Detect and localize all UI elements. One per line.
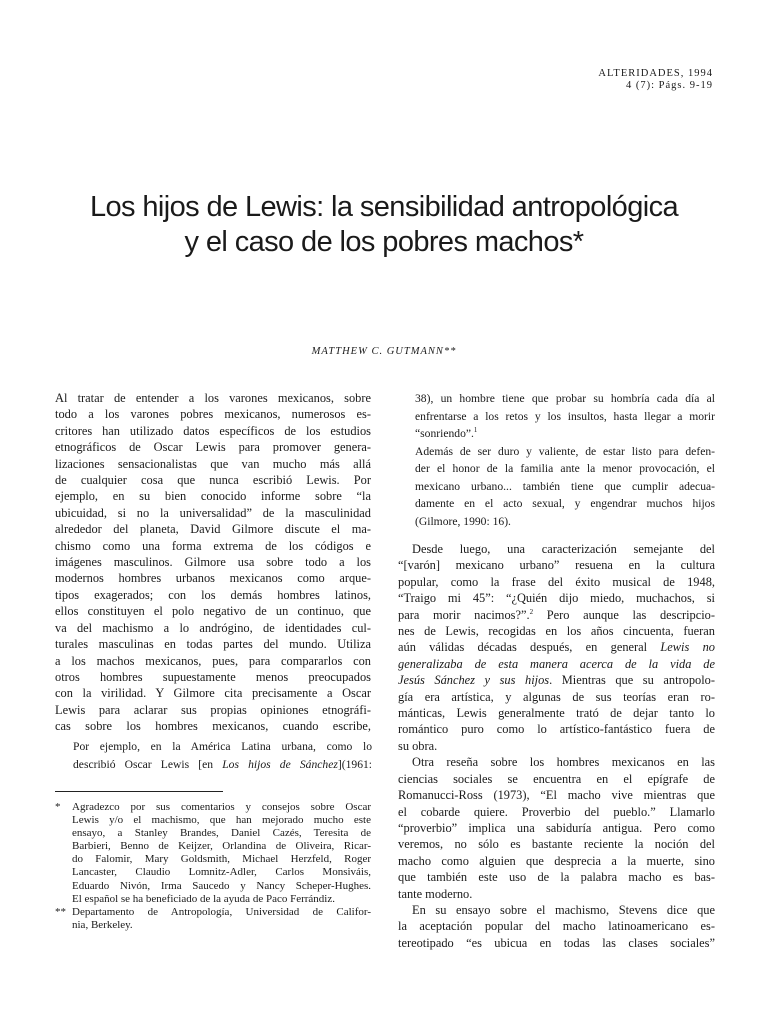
footnote-line: El español se ha beneficiado de la ayuda de Paco Ferrándiz. <box>72 892 335 905</box>
text-line: lizaciones sensacionalistas que van mucho más allá <box>55 456 371 471</box>
footnote-line: Lancaster, Claudio Lomnitz-Adler, Carlos Monsiváis, <box>72 866 371 879</box>
text-line <box>398 639 715 655</box>
paragraph-spacer <box>398 530 715 541</box>
text-line: el cobarde quiere. Proverbio del pueblo.” Llamarlo <box>398 804 715 819</box>
book-title: Los hijos de Sánchez <box>222 757 338 771</box>
quote-line <box>73 756 372 774</box>
article-title <box>0 190 768 260</box>
text-line: nes de Lewis, recogidas en los años cincuenta, fueran <box>398 624 715 639</box>
text-line: popular, como la frase del éxito musical de 1948, <box>398 574 715 589</box>
footnote-line: Agradezco por sus comentarios y consejos sobre Oscar <box>72 801 371 813</box>
text-line: a los machos mexicanos, pues, para compararlos con <box>55 653 371 668</box>
text-line: todo a los varones pobres mexicanos, numerosos es- <box>55 407 371 422</box>
text-line: cas sobre los hombres mexicanos, cuando escribe, <box>55 719 371 734</box>
text-line: va del machismo a lo andrógino, de identidades cul- <box>55 620 371 635</box>
quote-text: ](1961: <box>337 757 373 771</box>
quote-line: 38), un hombre tiene que probar su hombría cada día al <box>415 392 715 405</box>
text-line: gía era artística, y algunas de sus teorías eran ro- <box>398 689 715 704</box>
text-line: chismo como una forma extrema de los códigos e <box>55 538 371 553</box>
text-line: critores han utilizado datos específicos de los estudios <box>55 423 371 438</box>
text-line: turales masculinas en todas partes del mundo. Utiliza <box>55 637 371 652</box>
footnote-divider <box>55 791 223 792</box>
text-span: . Mientras que su antropolo- <box>549 673 715 688</box>
body-paragraph <box>55 390 371 735</box>
quote-text: “sonriendo”. <box>415 427 474 440</box>
text-line: tipos exagerados; con los demás hombres latinos, <box>55 587 371 602</box>
body-paragraph <box>398 754 715 902</box>
text-line: etnográficos de Oscar Lewis para promover genera- <box>55 440 371 455</box>
body-paragraph <box>398 541 715 754</box>
text-line: tereotipado “es ubicua en todas las clases sociales” <box>398 935 715 950</box>
journal-name: ALTERIDADES, 1994 <box>598 68 713 79</box>
text-line: Romanucci-Ross (1973), “El macho vive mientras que <box>398 788 715 803</box>
quote-line: (Gilmore, 1990: 16). <box>415 514 511 528</box>
author-name: MATTHEW C. GUTMANN** <box>311 346 457 357</box>
text-line: imágenes masculinos. Gilmore usa sobre todo a los <box>55 555 371 570</box>
text-line: ejemplo, en su bien conocido informe sobre “la <box>55 489 371 504</box>
footnote-marker: * <box>55 801 61 813</box>
footnote-marker: ** <box>55 905 66 918</box>
quote-line: der el honor de la familia ante la menor provocación, el <box>415 462 715 475</box>
footnote-text <box>72 906 371 932</box>
quote-line: damente en el acto sexual, y engendrar muchos hijos <box>415 497 715 510</box>
footnotes <box>55 801 371 932</box>
footnote-line: Departamento de Antropología, Universidad de Califor- <box>72 905 371 918</box>
text-line: mánticas, Lewis generalmente trató de dejar tanto lo <box>398 706 715 721</box>
footnote-line: ensayo, a Stanley Brandes, Daniel Cazés, Teresita de <box>72 827 371 840</box>
text-span: para morir nacimos?”. <box>398 607 530 622</box>
text-line: veremos, no sólo es bastante reciente la noción del <box>398 837 715 852</box>
quote-line: enfrentarse a los retos y los insultos, hasta llegar a morir <box>415 409 715 423</box>
quote-line <box>415 425 715 443</box>
text-line: la aceptación popular del macho latinoamericano es- <box>398 919 715 934</box>
text-line: de cualquier cosa que nunca escribió Lewis. Por <box>55 473 371 488</box>
block-quote <box>73 738 372 773</box>
text-line: ubicuidad, si no la universalidad” de la masculinidad <box>55 505 371 520</box>
text-line <box>398 672 715 688</box>
footnote-text <box>72 801 371 906</box>
text-line: “[varón] mexicano urbano” resuena en la cultura <box>398 558 715 573</box>
footnote-line: nia, Berkeley. <box>72 918 133 931</box>
book-title: Jesús Sánchez y sus hijos <box>398 673 550 688</box>
text-line: “Traigo mi 45”: “¿Quién dijo miedo, muchachos, si <box>398 591 715 606</box>
text-line <box>398 656 715 672</box>
text-line: modernos hombres urbanos mexicanos como arque- <box>55 571 371 586</box>
emphasis-text: generalizaba de esta manera acerca de la vida de <box>398 656 715 671</box>
footnote-reference: 2 <box>529 607 534 616</box>
text-line: Desde luego, una caracterización semejante del <box>412 542 715 556</box>
quote-text: describió Oscar Lewis [en <box>73 757 223 771</box>
footnote-line: Lewis y/o el machismo, que han mejorado mucho este <box>72 814 371 827</box>
quote-line: Además de ser duro y valiente, de estar listo para defen- <box>415 444 715 458</box>
text-line: romántico puro como lo artístico-fantástico fuera de <box>398 722 715 737</box>
text-line: ellos constituyen el polo negativo de un continuo, que <box>55 604 371 619</box>
right-column <box>398 390 715 951</box>
text-line: otros hombres supuestamente menos preocupados <box>55 669 371 684</box>
footnote-line: Eduardo Nivón, Irma Saucedo y Nancy Scheper-Hughes. <box>72 879 371 892</box>
text-line: Otra reseña sobre los hombres mexicanos en las <box>412 755 715 770</box>
footnote-line: Barbieri, Benno de Keijzer, Orlandina de Oliveira, Ricar- <box>72 840 371 853</box>
text-line: con la virilidad. Y Gilmore cita precisamente a Oscar <box>55 686 371 701</box>
text-span: Pero aunque las descripcio- <box>533 607 715 622</box>
footnote <box>55 801 371 906</box>
left-column <box>55 390 371 735</box>
journal-pages: 4 (7): Págs. 9-19 <box>626 80 713 91</box>
block-quote-continued <box>398 390 715 530</box>
text-span: aún válidas décadas después, en general <box>398 640 661 655</box>
text-line: alrededor del planeta, David Gilmore discute el ma- <box>55 522 371 537</box>
body-paragraph <box>398 902 715 951</box>
title-line-1: Los hijos de Lewis: la sensibilidad antropológica <box>89 191 679 223</box>
text-line: macho como alguien que desprecia a la muerte, sino <box>398 853 715 868</box>
title-line-2: y el caso de los pobres machos* <box>184 226 584 258</box>
text-line: Lewis para aclarar sus propias opiniones etnográfi- <box>55 702 371 717</box>
footnote-line: do Falomir, Mary Goldsmith, Michael Herzfeld, Roger <box>72 853 371 866</box>
text-line <box>398 607 715 623</box>
footnote <box>55 906 371 932</box>
emphasis-text: Lewis no <box>660 640 715 655</box>
quote-line: Por ejemplo, en la América Latina urbana, como lo <box>73 740 372 753</box>
text-line: ciencias sociales se encuentra en el epígrafe de <box>398 771 715 786</box>
text-line: tante moderno. <box>398 886 473 901</box>
text-line: Al tratar de entender a los varones mexicanos, sobre <box>55 391 371 405</box>
text-line: su obra. <box>398 738 438 753</box>
footnote-reference: 1 <box>473 426 478 435</box>
text-line: que también este uso de la palabra macho es bas- <box>398 870 715 885</box>
text-line: En su ensayo sobre el machismo, Stevens dice que <box>412 902 715 917</box>
journal-header <box>598 68 713 92</box>
quote-line: mexicano urbano... también tiene que cumplir adecua- <box>415 479 715 493</box>
text-line: “proverbio” implica una sabiduría antigua. Pero como <box>398 820 715 835</box>
